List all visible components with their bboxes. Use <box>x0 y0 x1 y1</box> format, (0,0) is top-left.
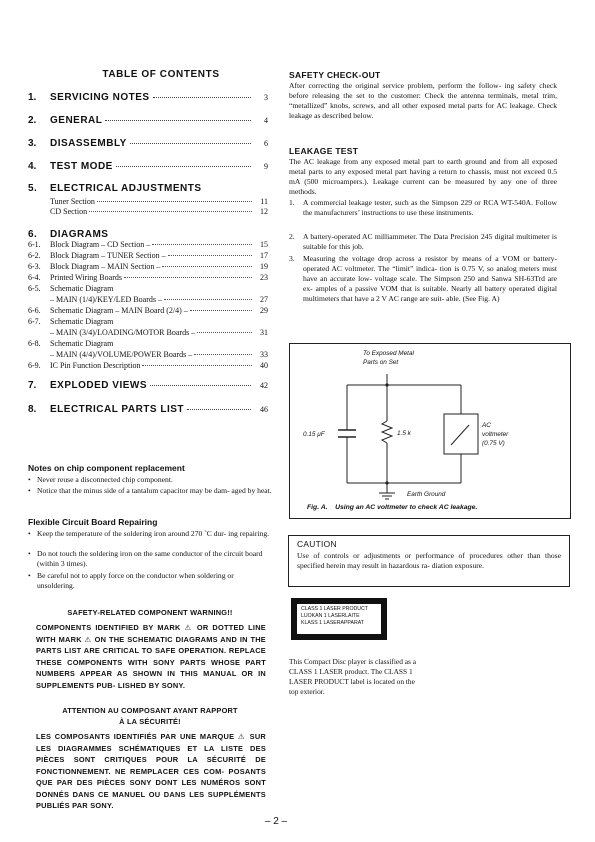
toc-page: 19 <box>260 262 268 271</box>
ground-label: Earth Ground <box>407 491 446 498</box>
page-number: – 2 – <box>264 816 288 827</box>
leakage-test-heading: LEAKAGE TEST <box>289 146 359 156</box>
toc-leader <box>152 244 252 245</box>
list-item-text: Measuring the voltage drop across a resistor by means of a VOM or battery-operated AC voltmeter. The “limit” indica- tion is 0.75 V, so analog meters must have an accurate low- voltage scale. The Simpson 250 and Sanwa SH-63Trd are ex- amples of a passive VOM that is suitable. Nearly all battery operated digital multimeters that have a 2 V AC range are suit- able. (See Fig. A) <box>303 254 557 303</box>
laser-label-line-1: CLASS 1 LASER PRODUCT <box>301 606 368 612</box>
toc-num: 6-1. <box>28 240 41 249</box>
toc-leader <box>190 310 252 311</box>
toc-leader <box>142 365 252 366</box>
toc-label: ELECTRICAL ADJUSTMENTS <box>50 183 202 194</box>
toc-leader <box>194 354 252 355</box>
toc-page: 42 <box>260 381 268 390</box>
toc-entry-exploded-views[interactable] <box>28 380 268 392</box>
toc-page: 4 <box>264 116 268 125</box>
list-item-number: 2. <box>289 232 295 241</box>
list-item-text: Notice that the minus side of a tantalum capacitor may be dam- aged by heat. <box>37 486 272 495</box>
meter-needle <box>451 425 469 445</box>
toc-page: 17 <box>260 251 268 260</box>
list-item <box>28 475 272 485</box>
laser-caption: This Compact Disc player is classified as a CLASS 1 LASER product. The CLASS 1 LASER PRODUCT label is located on the top exterior. <box>289 657 417 696</box>
toc-label: CD Section <box>50 207 88 216</box>
toc-heading-diagrams[interactable] <box>28 229 108 240</box>
list-item-text: A battery-operated AC milliammeter. The Data Precision 245 digital multimeter is suitable for this job. <box>303 232 557 251</box>
toc-subentry[interactable] <box>28 273 268 283</box>
list-item-text: Never reuse a disconnected chip component. <box>37 475 173 484</box>
safety-warning-fr-title-1: ATTENTION AU COMPOSANT AYANT RAPPORT <box>62 706 238 715</box>
toc-page: 15 <box>260 240 268 249</box>
toc-label: Schematic Diagram – MAIN Board (2/4) – <box>50 306 188 315</box>
toc-label: DIAGRAMS <box>50 229 109 240</box>
toc-entry-disassembly[interactable] <box>28 138 268 150</box>
chip-notes-heading: Notes on chip component replacement <box>28 463 185 473</box>
toc-label: – MAIN (3/4)/LOADING/MOTOR Boards – <box>50 328 196 337</box>
caution-heading: CAUTION <box>297 539 337 549</box>
toc-num: 6-2. <box>28 251 41 260</box>
toc-num: 8. <box>28 404 37 415</box>
safety-checkout-heading: SAFETY CHECK-OUT <box>289 70 381 80</box>
list-item <box>28 529 272 539</box>
toc-subentry[interactable] <box>28 295 268 305</box>
toc-num: 6-6. <box>28 306 41 315</box>
toc-leader <box>116 166 251 167</box>
toc-label: Schematic Diagram <box>50 339 114 348</box>
toc-label: Block Diagram – CD Section – <box>50 240 151 249</box>
safety-warning-body: COMPONENTS IDENTIFIED BY MARK ⚠ OR DOTTED LINE WITH MARK ⚠ ON THE SCHEMATIC DIAGRAMS AND IN THE PARTS LIST ARE CRITICAL TO SAFE OPERATION. REPLACE THESE COMPONENTS WITH SONY PARTS WHOSE PART NUMBERS APPEAR AS SHOWN IN THIS MANUAL OR IN SUPPLEMENTS PUB- LISHED BY SONY. <box>36 623 266 690</box>
toc-label: – MAIN (4/4)/VOLUME/POWER Boards – <box>50 350 193 359</box>
safety-warning-fr-body: LES COMPOSANTS IDENTIFIÉS PAR UNE MARQUE ⚠ SUR LES DIAGRAMMES SCHÉMATIQUES ET LA LISTE DES PIÈCES SONT CRITIQUES POUR LA SÉCURITÉ DE FONCTIONNEMENT. NE REMPLACER CES COM- POSANTS QUE PAR DES PIÈCES SONY DONT LES NUMÉROS SONT DONNÉS DANS CE MANUEL OU DANS LES SUPPLÉMENTS PUBLIÉS PAR SONY. <box>36 732 266 810</box>
figure-a <box>289 343 571 519</box>
toc-entry-servicing-notes[interactable] <box>28 92 268 104</box>
flex-board-heading: Flexible Circuit Board Repairing <box>28 517 158 527</box>
resistor-label: 1.5 k <box>397 430 411 437</box>
list-item-text: Be careful not to apply force on the conductor when soldering or unsoldering. <box>37 571 234 590</box>
toc-label: Schematic Diagram <box>50 317 114 326</box>
toc-label: TEST MODE <box>50 161 113 172</box>
capacitor-label: 0.15 μF <box>303 431 325 438</box>
list-item <box>28 571 272 591</box>
toc-num: 3. <box>28 138 37 149</box>
toc-num: 6-4. <box>28 273 41 282</box>
list-item-number: 3. <box>289 254 295 263</box>
meter-label-2: voltmeter <box>482 431 509 438</box>
toc-num: 2. <box>28 115 37 126</box>
bullet: • <box>28 486 31 495</box>
toc-leader <box>150 385 251 386</box>
toc-num: 6-8. <box>28 339 41 348</box>
toc-label: Tuner Section <box>50 197 95 206</box>
toc-subentry[interactable] <box>28 339 268 349</box>
resistor <box>382 421 392 443</box>
caution-text: Use of controls or adjustments or performance of procedures other than those specified herein may result in hazardous ra- diation exposure. <box>297 551 561 570</box>
toc-label: Schematic Diagram <box>50 284 114 293</box>
list-item-text: Keep the temperature of the soldering iron around 270 ˚C dur- ing repairing. <box>37 529 270 538</box>
toc-label: Block Diagram – TUNER Section – <box>50 251 166 260</box>
safety-checkout-text: After correcting the original service problem, perform the follow- ing safety check before releasing the set to the customer: Check the antenna terminals, metal trim, “metallized” knobs, screws, and all other exposed metal parts for AC leakage. Check leakage as described below. <box>289 81 557 120</box>
toc-subentry[interactable] <box>28 284 268 294</box>
toc-subentry[interactable] <box>28 350 268 360</box>
toc-title: TABLE OF CONTENTS <box>102 69 220 80</box>
toc-label: DISASSEMBLY <box>50 138 127 149</box>
toc-page: 11 <box>260 197 268 206</box>
list-item-number: 1. <box>289 198 295 207</box>
toc-label: ELECTRICAL PARTS LIST <box>50 404 185 415</box>
toc-entry-electrical-parts-list[interactable] <box>28 404 268 416</box>
toc-page: 27 <box>260 295 268 304</box>
toc-subentry[interactable] <box>28 207 268 217</box>
list-item <box>28 486 272 496</box>
safety-warning-title: SAFETY-RELATED COMPONENT WARNING!! <box>67 608 233 617</box>
toc-page: 33 <box>260 350 268 359</box>
bullet: • <box>28 475 31 484</box>
toc-leader <box>105 120 251 121</box>
toc-subentry[interactable] <box>28 306 268 316</box>
toc-page: 40 <box>260 361 268 370</box>
toc-heading-electrical-adjustments[interactable] <box>28 183 202 194</box>
toc-label: Block Diagram – MAIN Section – <box>50 262 161 271</box>
safety-warning-fr-title-2: À LA SÉCURITÉ! <box>119 717 181 726</box>
toc-page: 9 <box>264 162 268 171</box>
laser-label-line-3: KLASS 1 LASERAPPARAT <box>301 620 364 626</box>
toc-leader <box>130 143 251 144</box>
toc-subentry[interactable] <box>28 251 268 261</box>
meter-label-3: (0.75 V) <box>482 440 505 447</box>
toc-page: 12 <box>260 207 268 216</box>
bullet: • <box>28 571 31 580</box>
laser-label-line-2: LUOKAN 1 LASERLAITE <box>301 613 360 619</box>
toc-num: 6-3. <box>28 262 41 271</box>
toc-leader <box>162 266 252 267</box>
toc-label: EXPLODED VIEWS <box>50 380 148 391</box>
toc-num: 1. <box>28 92 37 103</box>
toc-label: GENERAL <box>50 115 103 126</box>
toc-subentry[interactable] <box>28 317 268 327</box>
figure-top-label-1: To Exposed Metal <box>363 350 414 357</box>
toc-label: Printed Wiring Boards <box>50 273 122 282</box>
toc-num: 6-9. <box>28 361 41 370</box>
toc-entry-test-mode[interactable] <box>28 161 268 173</box>
toc-page: 6 <box>264 139 268 148</box>
list-item-text: Do not touch the soldering iron on the same conductor of the circuit board (within 3 times). <box>37 549 263 568</box>
toc-label: – MAIN (1/4)/KEY/LED Boards – <box>50 295 162 304</box>
list-item <box>289 254 557 304</box>
list-item <box>289 232 557 252</box>
toc-entry-general[interactable] <box>28 115 268 127</box>
bullet: • <box>28 529 31 538</box>
toc-leader <box>97 201 252 202</box>
toc-page: 31 <box>260 328 268 337</box>
toc-leader <box>197 332 252 333</box>
toc-leader <box>89 211 252 212</box>
toc-label: SERVICING NOTES <box>50 92 150 103</box>
list-item <box>289 198 557 218</box>
toc-subentry[interactable] <box>28 262 268 272</box>
toc-subentry[interactable] <box>28 361 268 371</box>
figure-top-label-2: Parts on Set <box>363 359 399 366</box>
toc-leader <box>164 299 252 300</box>
toc-subentry[interactable] <box>28 240 268 250</box>
toc-leader <box>187 409 251 410</box>
toc-page: 29 <box>260 306 268 315</box>
laser-label-inner <box>297 604 381 634</box>
toc-leader <box>153 97 251 98</box>
toc-page: 3 <box>264 93 268 102</box>
list-item-text: A commercial leakage tester, such as the Simpson 229 or RCA WT-540A. Follow the manufacturers’ instructions to use these instruments. <box>303 198 557 217</box>
list-item <box>28 549 272 569</box>
toc-page: 23 <box>260 273 268 282</box>
leakage-test-text: The AC leakage from any exposed metal part to earth ground and from all exposed metal parts to any exposed metal part having a return to chassis, must not exceed 0.5 mA (500 microampers.). Leakage current can be measured by any one of three methods. <box>289 157 557 196</box>
bullet: • <box>28 549 31 558</box>
toc-subentry[interactable] <box>28 328 268 338</box>
toc-subentry[interactable] <box>28 197 268 207</box>
caution-box <box>288 535 570 587</box>
toc-num: 6-7. <box>28 317 41 326</box>
toc-num: 5. <box>28 183 38 194</box>
toc-leader <box>124 277 252 278</box>
laser-class-label <box>291 598 387 640</box>
toc-num: 4. <box>28 161 37 172</box>
toc-page: 46 <box>260 405 268 414</box>
toc-num: 6-5. <box>28 284 41 293</box>
toc-num: 7. <box>28 380 37 391</box>
toc-num: 6. <box>28 229 38 240</box>
toc-leader <box>168 255 252 256</box>
meter-label-1: AC <box>482 422 491 429</box>
toc-label: IC Pin Function Description <box>50 361 141 370</box>
figure-caption: Fig. A. Using an AC voltmeter to check AC leakage. <box>307 504 478 511</box>
